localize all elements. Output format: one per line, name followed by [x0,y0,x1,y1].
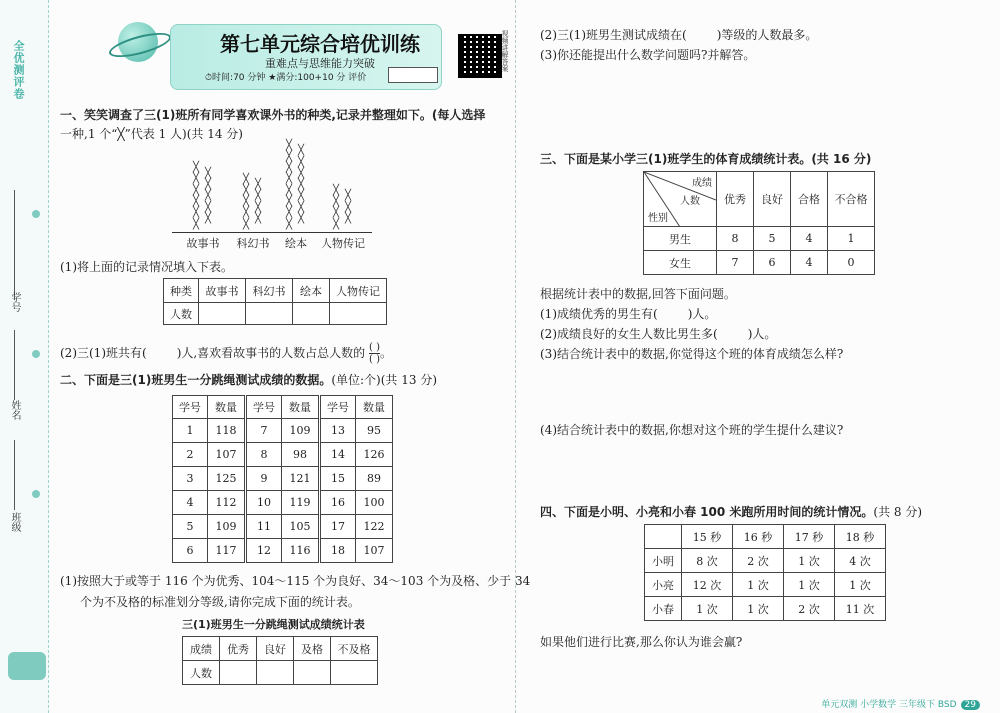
q4-table [644,524,886,621]
category-label: 绘本 [285,237,307,250]
page-title: 第七单元综合培优训练 [220,32,420,56]
table-cell: 11 [246,515,282,539]
q2-heading: 二、下面是三(1)班男生一分跳绳测试成绩的数据。 [60,373,332,387]
q3-s1-a: (1)成绩优秀的男生有( [540,307,658,321]
table-cell: 5 [173,515,208,539]
q3-heading: 三、下面是某小学三(1)班学生的体育成绩统计表。(共 16 分) [540,152,872,166]
fill-line [14,440,15,510]
tally-mark: ╳ [193,184,200,196]
tally-mark: ╳ [286,162,293,174]
table-cell: 105 [282,515,320,539]
tally-mark: ╳ [286,173,293,185]
q2-th: 数量 [356,396,393,419]
tally-mark: ╳ [298,167,305,179]
pictograph-column [333,185,339,230]
table-cell: 100 [356,491,393,515]
pictograph-column [286,140,292,230]
answer-cell[interactable] [330,303,387,325]
class-label: 班级 [9,512,20,532]
q3-table [643,171,875,275]
q3-cell: 5 [754,227,791,251]
table-cell: 1 次 [682,597,733,621]
table-cell: 11 次 [835,597,886,621]
q1-row-label: 人数 [164,303,199,325]
page-number: 29 [961,700,980,710]
q1-heading-line2: 一种,1 个“╳”代表 1 人)(共 14 分) [60,127,243,141]
tally-mark: ╳ [333,207,340,219]
table-cell: 1 次 [835,573,886,597]
pictograph-column [243,174,249,230]
table-row [173,515,393,539]
time-limit: 时间:70 分钟 [212,73,266,83]
table-cell: 12 次 [682,573,733,597]
table-cell: 119 [282,491,320,515]
q2-stat-th: 及格 [294,637,331,661]
fraction-top: ( ) [369,342,380,353]
table-cell: 109 [282,419,320,443]
q3-th: 优秀 [717,172,754,227]
table-row [173,491,393,515]
tally-mark: ╳ [205,179,212,191]
diag-label-grade: 成绩 [692,178,712,189]
q3-cell: 7 [717,251,754,275]
fraction-blank[interactable] [369,342,380,365]
q1-sub2-b: )人,喜欢看故事书的人数占总人数的 [176,346,366,360]
tally-mark: ╳ [345,190,352,202]
tally-mark: ╳ [286,139,293,151]
table-cell: 15 [320,467,356,491]
q4-points: (共 8 分) [873,505,923,519]
q3-intro: 根据统计表中的数据,回答下面问题。 [540,287,736,301]
diag-label-count: 人数 [680,196,700,207]
tally-mark: ╳ [286,196,293,208]
tally-mark: ╳ [205,190,212,202]
tally-mark: ╳ [255,213,262,225]
q1-th: 科幻书 [246,279,293,303]
tally-mark: ╳ [333,184,340,196]
q3-cell: 4 [791,227,828,251]
q2-th: 学号 [320,396,356,419]
category-label: 科幻书 [236,237,270,250]
q3-cell: 4 [791,251,828,275]
full-score: 满分:100+10 分 [276,73,346,83]
q4-th: 16 秒 [733,525,784,549]
table-cell: 122 [356,515,393,539]
tally-mark: ╳ [255,201,262,213]
tally-mark: ╳ [298,201,305,213]
pictograph-column [345,190,351,224]
table-cell: 13 [320,419,356,443]
q1-sub2-a: (2)三(1)班共有( [60,346,147,360]
table-row [173,467,393,491]
q2-unit: (单位:个)(共 13 分) [331,373,437,387]
q3-s1 [540,305,716,322]
q4-th: 15 秒 [682,525,733,549]
q3-s1-b: )人。 [687,307,717,321]
q1-th: 种类 [164,279,199,303]
qr-note: 视频讲解答案 [501,30,509,72]
q4-heading-line [540,503,922,520]
q2-sub2-a: (2)三(1)班男生测试成绩在( [540,28,687,42]
q1-th: 故事书 [199,279,246,303]
q2-th: 数量 [282,396,320,419]
q3-row-label: 女生 [644,251,717,275]
runner-name: 小明 [645,549,682,573]
table-row [645,573,886,597]
binding-margin [0,0,49,713]
answer-cell[interactable] [331,661,378,685]
q3-s4: (4)结合统计表中的数据,你想对这个班的学生提什么建议? [540,423,844,437]
q3-s2-b: )人。 [747,327,777,341]
q3-cell: 0 [828,251,875,275]
q4-heading: 四、下面是小明、小亮和小春 100 米跑所用时间的统计情况。 [540,505,874,519]
q2-stat-title: 三(1)班男生一分跳绳测试成绩统计表 [182,618,365,631]
answer-cell[interactable] [246,303,293,325]
tally-mark: ╳ [243,218,250,230]
table-cell: 2 次 [784,597,835,621]
pictograph-column [298,145,304,224]
category-label: 人物传记 [321,237,365,250]
tally-mark: ╳ [205,201,212,213]
page-footer [821,697,980,710]
tally-mark: ╳ [286,150,293,162]
answer-cell[interactable] [220,661,257,685]
q1-th: 绘本 [293,279,330,303]
tally-mark: ╳ [243,196,250,208]
pictograph-axis [172,232,372,233]
table-row [173,419,393,443]
q4-th-empty [645,525,682,549]
tally-mark: ╳ [193,196,200,208]
q2-stat-table [182,636,378,685]
table-cell: 1 次 [784,573,835,597]
q2-sub1-line2: 个为不及格的标准划分等级,请你完成下面的统计表。 [80,595,360,609]
tally-mark: ╳ [333,196,340,208]
tally-mark: ╳ [255,179,262,191]
table-cell: 1 [173,419,208,443]
clock-icon: ⏱ [205,73,213,83]
table-cell: 6 [173,539,208,563]
q1-sub1: (1)将上面的记录情况填入下表。 [60,260,233,274]
q3-th: 不合格 [828,172,875,227]
table-cell: 109 [208,515,246,539]
q3-s2 [540,325,776,342]
q2-stat-th: 优秀 [220,637,257,661]
diagonal-header [644,172,717,227]
series-brand: 全优测评卷 [12,40,25,100]
table-row [173,443,393,467]
table-cell: 4 [173,491,208,515]
answer-cell[interactable] [257,661,294,685]
evaluation-label: 评价 [348,73,367,83]
tally-mark: ╳ [193,207,200,219]
table-cell: 8 [246,443,282,467]
tally-mark: ╳ [243,207,250,219]
table-row [645,549,886,573]
table-cell: 8 次 [682,549,733,573]
binding-dot [32,210,40,218]
table-cell: 14 [320,443,356,467]
table-cell: 7 [246,419,282,443]
q1-heading: 一、笑笑调查了三(1)班所有同学喜欢课外书的种类,记录并整理如下。(每人选择 [60,108,486,122]
qr-code[interactable] [458,34,502,78]
table-cell: 121 [282,467,320,491]
q1-sub2-end: 。 [380,346,393,360]
tally-mark: ╳ [255,190,262,202]
tally-mark: ╳ [205,167,212,179]
q3-th: 良好 [754,172,791,227]
q3-cell: 8 [717,227,754,251]
table-cell: 17 [320,515,356,539]
fill-line [14,190,15,300]
tally-mark: ╳ [205,213,212,225]
binding-dot [32,350,40,358]
tally-mark: ╳ [286,184,293,196]
fill-line [14,330,15,400]
table-cell: 1 次 [784,549,835,573]
q4-th: 18 秒 [835,525,886,549]
tally-mark: ╳ [286,207,293,219]
table-cell: 125 [208,467,246,491]
table-row [173,539,393,563]
q1-fill-table [163,278,387,325]
tally-mark: ╳ [333,218,340,230]
table-cell: 12 [246,539,282,563]
table-cell: 95 [356,419,393,443]
table-cell: 118 [208,419,246,443]
q2-sub2-end: )等级的人数最多。 [716,28,818,42]
binding-dot [32,490,40,498]
tally-mark: ╳ [298,156,305,168]
table-cell: 1 次 [733,573,784,597]
exam-meta [205,70,366,83]
table-cell: 18 [320,539,356,563]
tally-mark: ╳ [298,179,305,191]
table-cell: 117 [208,539,246,563]
q3-cell: 1 [828,227,875,251]
q2-sub3: (3)你还能提出什么数学问题吗?并解答。 [540,48,756,62]
tally-mark: ╳ [243,173,250,185]
q3-th: 合格 [791,172,828,227]
q4-th: 17 秒 [784,525,835,549]
q3-s2-a: (2)成绩良好的女生人数比男生多( [540,327,718,341]
table-cell: 3 [173,467,208,491]
table-cell: 10 [246,491,282,515]
table-cell: 107 [356,539,393,563]
table-cell: 116 [282,539,320,563]
name-label: 姓名 [9,400,20,420]
table-cell: 2 次 [733,549,784,573]
q2-stat-th: 成绩 [183,637,220,661]
tally-mark: ╳ [193,218,200,230]
table-row [645,597,886,621]
q2-stat-th: 良好 [257,637,294,661]
answer-cell[interactable] [199,303,246,325]
table-cell: 1 次 [733,597,784,621]
tally-mark: ╳ [286,218,293,230]
table-cell: 9 [246,467,282,491]
q2-th: 数量 [208,396,246,419]
q2-stat-th: 不及格 [331,637,378,661]
table-cell: 107 [208,443,246,467]
tally-mark: ╳ [193,162,200,174]
q2-th: 学号 [173,396,208,419]
category-label: 故事书 [186,237,220,250]
table-cell: 4 次 [835,549,886,573]
answer-cell[interactable] [293,303,330,325]
table-cell: 126 [356,443,393,467]
page-divider [515,0,516,713]
student-id-label: 学号 [9,292,20,312]
q2-sub2 [540,26,817,43]
footer-text: 单元双测 小学数学 三年级下 BSD [821,700,957,710]
table-cell: 112 [208,491,246,515]
star-icon: ★ [268,73,277,83]
q2-stat-row-label: 人数 [183,661,220,685]
q3-row-label: 男生 [644,227,717,251]
evaluation-box[interactable] [388,67,438,83]
diag-label-gender: 性别 [648,213,668,224]
q4-question: 如果他们进行比赛,那么你认为谁会赢? [540,635,743,649]
tally-mark: ╳ [298,145,305,157]
answer-cell[interactable] [294,661,331,685]
q1-sub2 [60,342,392,365]
logo-badge [8,652,46,680]
q3-cell: 6 [754,251,791,275]
table-cell: 16 [320,491,356,515]
tally-mark: ╳ [298,190,305,202]
table-cell: 2 [173,443,208,467]
runner-name: 小春 [645,597,682,621]
tally-mark: ╳ [193,173,200,185]
pictograph-column [255,179,261,224]
q2-sub1: (1)按照大于或等于 116 个为优秀、104～115 个为良好、34～103 个为及格、少于 34 [60,574,531,588]
runner-name: 小亮 [645,573,682,597]
page-subtitle: 重难点与思维能力突破 [265,57,375,70]
q2-data-table [172,395,393,563]
q3-s3: (3)结合统计表中的数据,你觉得这个班的体育成绩怎么样? [540,347,844,361]
tally-mark: ╳ [243,184,250,196]
q2-heading-line [60,371,437,388]
pictograph-column [205,168,211,224]
tally-mark: ╳ [298,213,305,225]
table-cell: 89 [356,467,393,491]
pictograph-column [193,162,199,230]
fraction-bottom: ( ) [369,354,380,365]
tally-mark: ╳ [345,201,352,213]
q2-th: 学号 [246,396,282,419]
tally-mark: ╳ [345,213,352,225]
table-cell: 98 [282,443,320,467]
q1-th: 人物传记 [330,279,387,303]
